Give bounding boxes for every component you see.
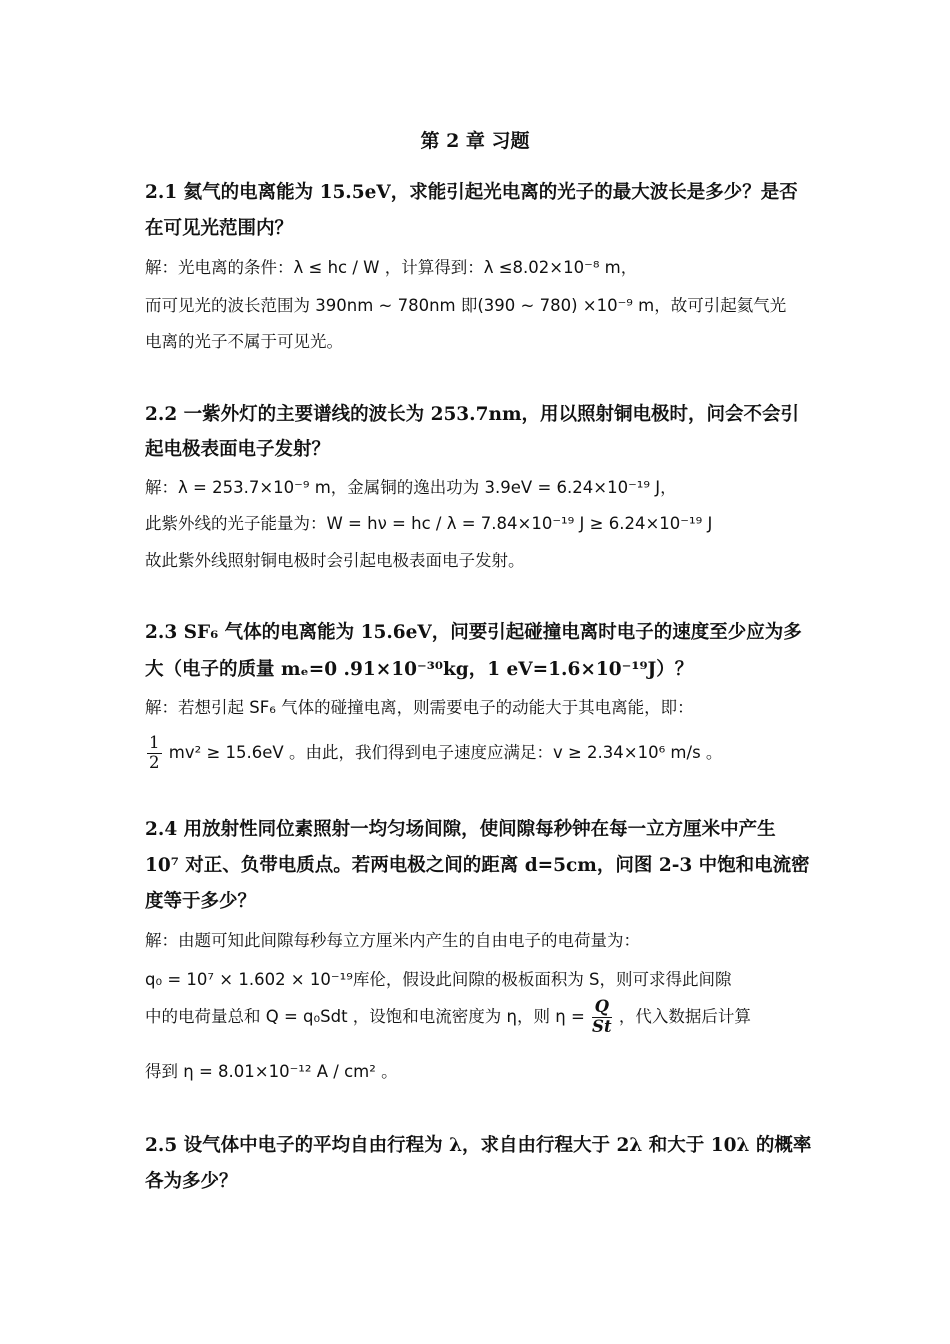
problem-2-4-question-line-1: 2.4 用放射性同位素照射一均匀场间隙，使间隙每秒钟在每一立方厘米中产生 bbox=[145, 819, 776, 840]
problem-2-2-answer-line-3: 故此紫外线照射铜电极时会引起电极表面电子发射。 bbox=[145, 551, 525, 570]
problem-2-4-answer-line-1: 解：由题可知此间隙每秒每立方厘米内产生的自由电子的电荷量为： bbox=[145, 931, 640, 950]
problem-2-3-question-line-2: 大（电子的质量 mₑ=0 .91×10⁻³⁰kg，1 eV=1.6×10⁻¹⁹J）？ bbox=[145, 659, 694, 680]
substitution-text: ，代入数据后计算 bbox=[618, 1006, 751, 1026]
fraction-numerator: Q bbox=[592, 998, 612, 1018]
problem-2-1-question-line-1: 2.1 氦气的电离能为 15.5eV，求能引起光电离的光子的最大波长是多少？是否 bbox=[145, 182, 798, 203]
problem-2-1-answer-line-1: 解：光电离的条件：λ ≤ hc / W ，计算得到：λ ≤8.02×10⁻⁸ m， bbox=[145, 258, 638, 277]
problem-2-5-question-line-2: 各为多少？ bbox=[145, 1171, 238, 1192]
problem-2-4-question-line-3: 度等于多少？ bbox=[145, 891, 257, 912]
fraction-denominator: St bbox=[592, 1016, 612, 1036]
problem-2-4-answer-line-3 bbox=[145, 998, 751, 1037]
problem-2-1-question-line-2: 在可见光范围内？ bbox=[145, 218, 294, 239]
fraction-q-over-st bbox=[592, 998, 612, 1037]
problem-2-4-answer-line-2: q₀ = 10⁷ × 1.602 × 10⁻¹⁹库伦，假设此间隙的极板面积为 S，则可求得此间隙 bbox=[145, 970, 732, 989]
problem-2-2-question-line-1: 2.2 一紫外灯的主要谱线的波长为 253.7nm，用以照射铜电极时，问会不会引 bbox=[145, 404, 800, 425]
problem-2-2-answer-line-2: 此紫外线的光子能量为：W = hν = hc / λ = 7.84×10⁻¹⁹ J ≥ 6.24×10⁻¹⁹ J bbox=[145, 514, 713, 533]
problem-2-4-answer-line-4: 得到 η = 8.01×10⁻¹² A / cm² 。 bbox=[145, 1062, 398, 1081]
problem-2-2-question-line-2: 起电极表面电子发射？ bbox=[145, 439, 331, 460]
charge-sum-text: 中的电荷量总和 Q = q₀Sdt ，设饱和电流密度为 η，则 η = bbox=[145, 1006, 585, 1026]
fraction-numerator: 1 bbox=[149, 733, 160, 752]
problem-2-1-answer-line-3: 电离的光子不属于可见光。 bbox=[145, 332, 343, 351]
problem-2-4-question-line-2: 10⁷ 对正、负带电质点。若两电极之间的距离 d=5cm，问图 2-3 中饱和电流密 bbox=[145, 855, 810, 876]
fraction-one-half bbox=[147, 734, 162, 773]
problem-2-2-answer-line-1: 解：λ = 253.7×10⁻⁹ m，金属铜的逸出功为 3.9eV = 6.24×10⁻¹⁹ J， bbox=[145, 478, 677, 497]
problem-2-1-answer-line-2: 而可见光的波长范围为 390nm ~ 780nm 即(390 ~ 780) ×10⁻⁹ m，故可引起氦气光 bbox=[145, 296, 787, 315]
problem-2-3-answer-line-1: 解：若想引起 SF₆ 气体的碰撞电离，则需要电子的动能大于其电离能，即： bbox=[145, 698, 694, 717]
kinetic-energy-condition: mv² ≥ 15.6eV 。由此，我们得到电子速度应满足：v ≥ 2.34×10⁶ m/s 。 bbox=[168, 742, 723, 762]
page-title: 第 2 章 习题 bbox=[420, 130, 530, 152]
problem-2-5-question-line-1: 2.5 设气体中电子的平均自由行程为 λ，求自由行程大于 2λ 和大于 10λ 的概率 bbox=[145, 1135, 812, 1156]
problem-2-3-question-line-1: 2.3 SF₆ 气体的电离能为 15.6eV，问要引起碰撞电离时电子的速度至少应为多 bbox=[145, 622, 802, 643]
problem-2-3-answer-line-2 bbox=[145, 734, 722, 773]
fraction-denominator: 2 bbox=[149, 752, 160, 772]
